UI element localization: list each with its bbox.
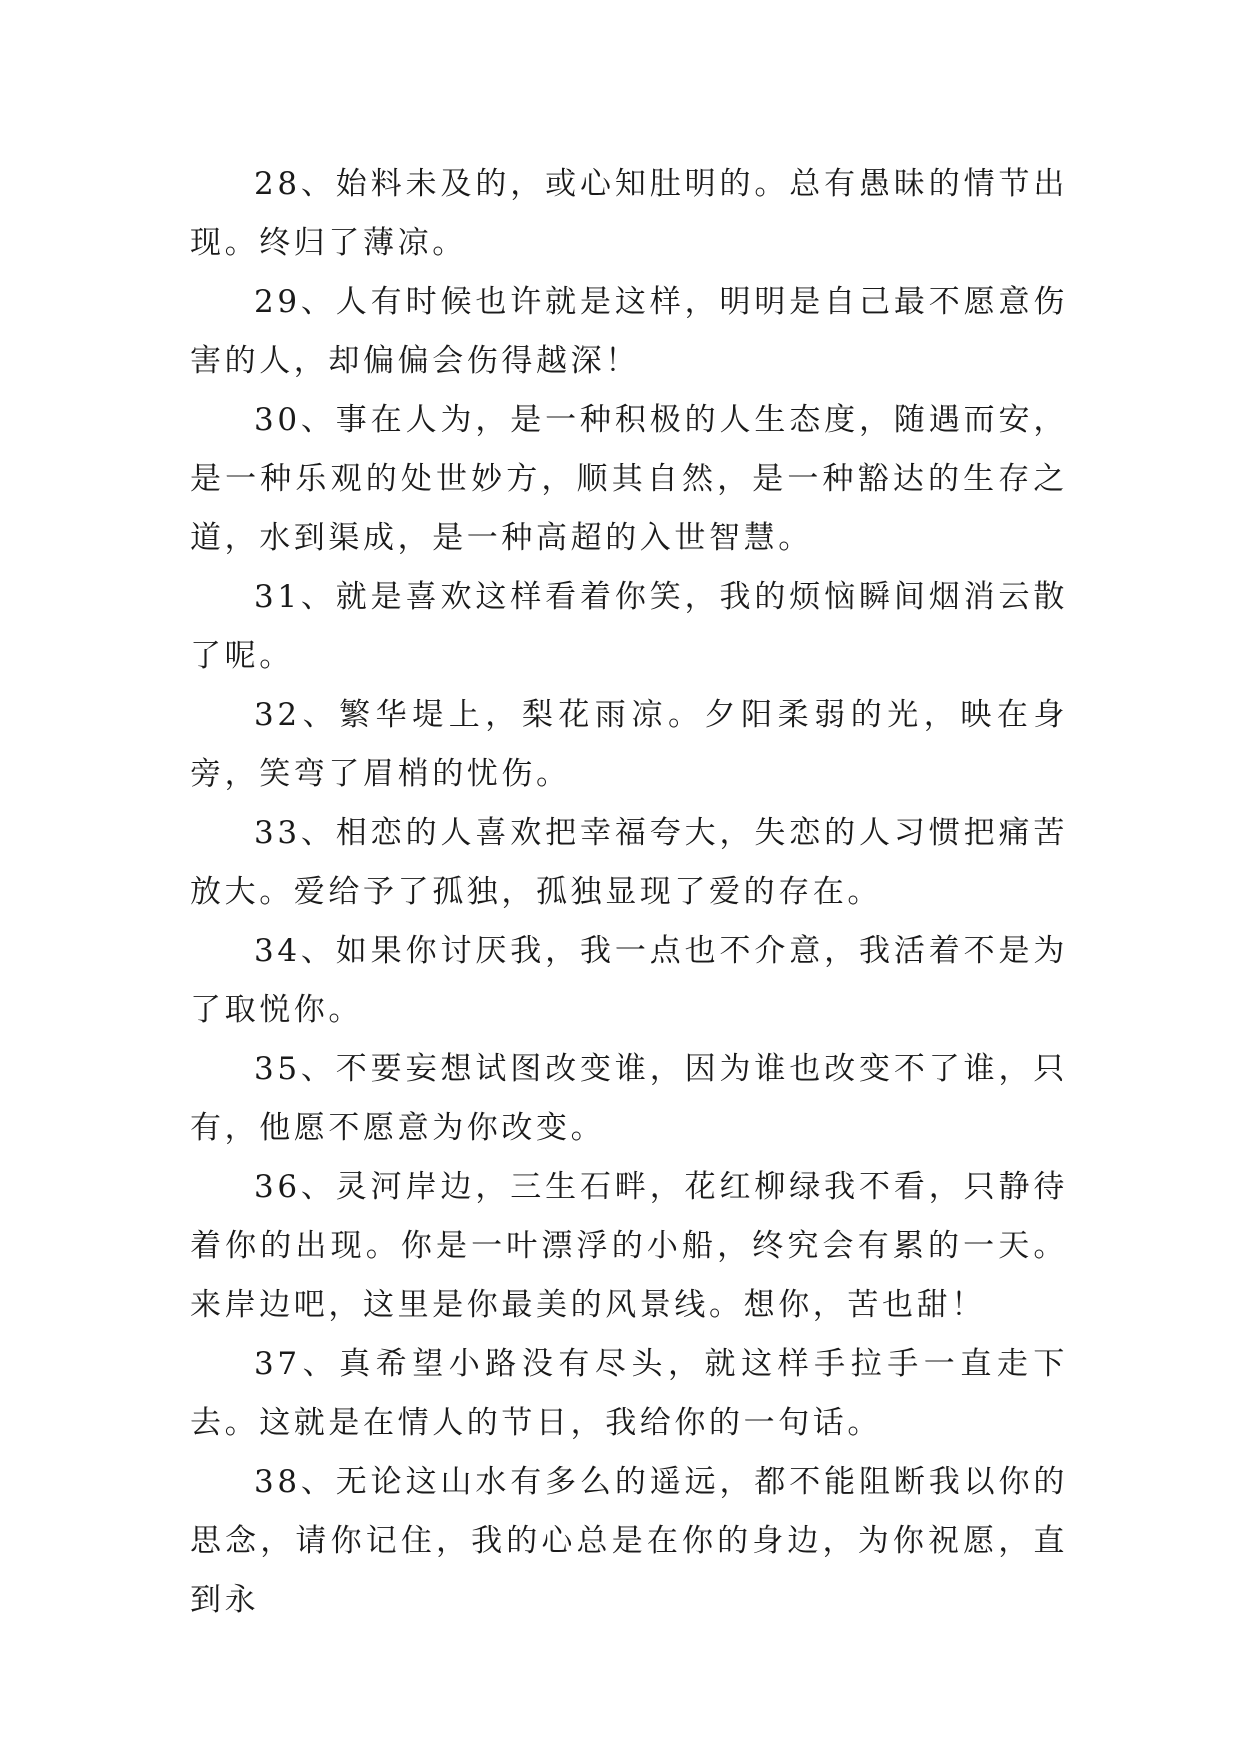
paragraph-30: 30、事在人为，是一种积极的人生态度，随遇而安，是一种乐观的处世妙方，顺其自然，是一种豁达的生存之道，水到渠成，是一种高超的入世智慧。 (190, 402, 1068, 556)
paragraph-36: 36、灵河岸边，三生石畔，花红柳绿我不看，只静待着你的出现。你是一叶漂浮的小船，终究会有累的一天。来岸边吧，这里是你最美的风景线。想你，苦也甜！ (190, 1169, 1068, 1323)
paragraph-28: 28、始料未及的，或心知肚明的。总有愚昧的情节出现。终归了薄凉。 (190, 166, 1068, 261)
paragraph-38: 38、无论这山水有多么的遥远，都不能阻断我以你的思念，请你记住，我的心总是在你的身边，为你祝愿，直到永 (190, 1464, 1068, 1618)
paragraph-37: 37、真希望小路没有尽头，就这样手拉手一直走下去。这就是在情人的节日，我给你的一句话。 (190, 1346, 1068, 1441)
paragraph-32: 32、繁华堤上，梨花雨凉。夕阳柔弱的光，映在身旁，笑弯了眉梢的忧伤。 (190, 697, 1068, 792)
paragraph-33: 33、相恋的人喜欢把幸福夸大，失恋的人习惯把痛苦放大。爱给予了孤独，孤独显现了爱的存在。 (190, 815, 1068, 910)
paragraph-34: 34、如果你讨厌我，我一点也不介意，我活着不是为了取悦你。 (190, 933, 1068, 1028)
document-body (190, 155, 1068, 1630)
paragraph-35: 35、不要妄想试图改变谁，因为谁也改变不了谁，只有，他愿不愿意为你改变。 (190, 1051, 1068, 1146)
paragraph-31: 31、就是喜欢这样看着你笑，我的烦恼瞬间烟消云散了呢。 (190, 579, 1068, 674)
paragraph-29: 29、人有时候也许就是这样，明明是自己最不愿意伤害的人，却偏偏会伤得越深！ (190, 284, 1068, 379)
